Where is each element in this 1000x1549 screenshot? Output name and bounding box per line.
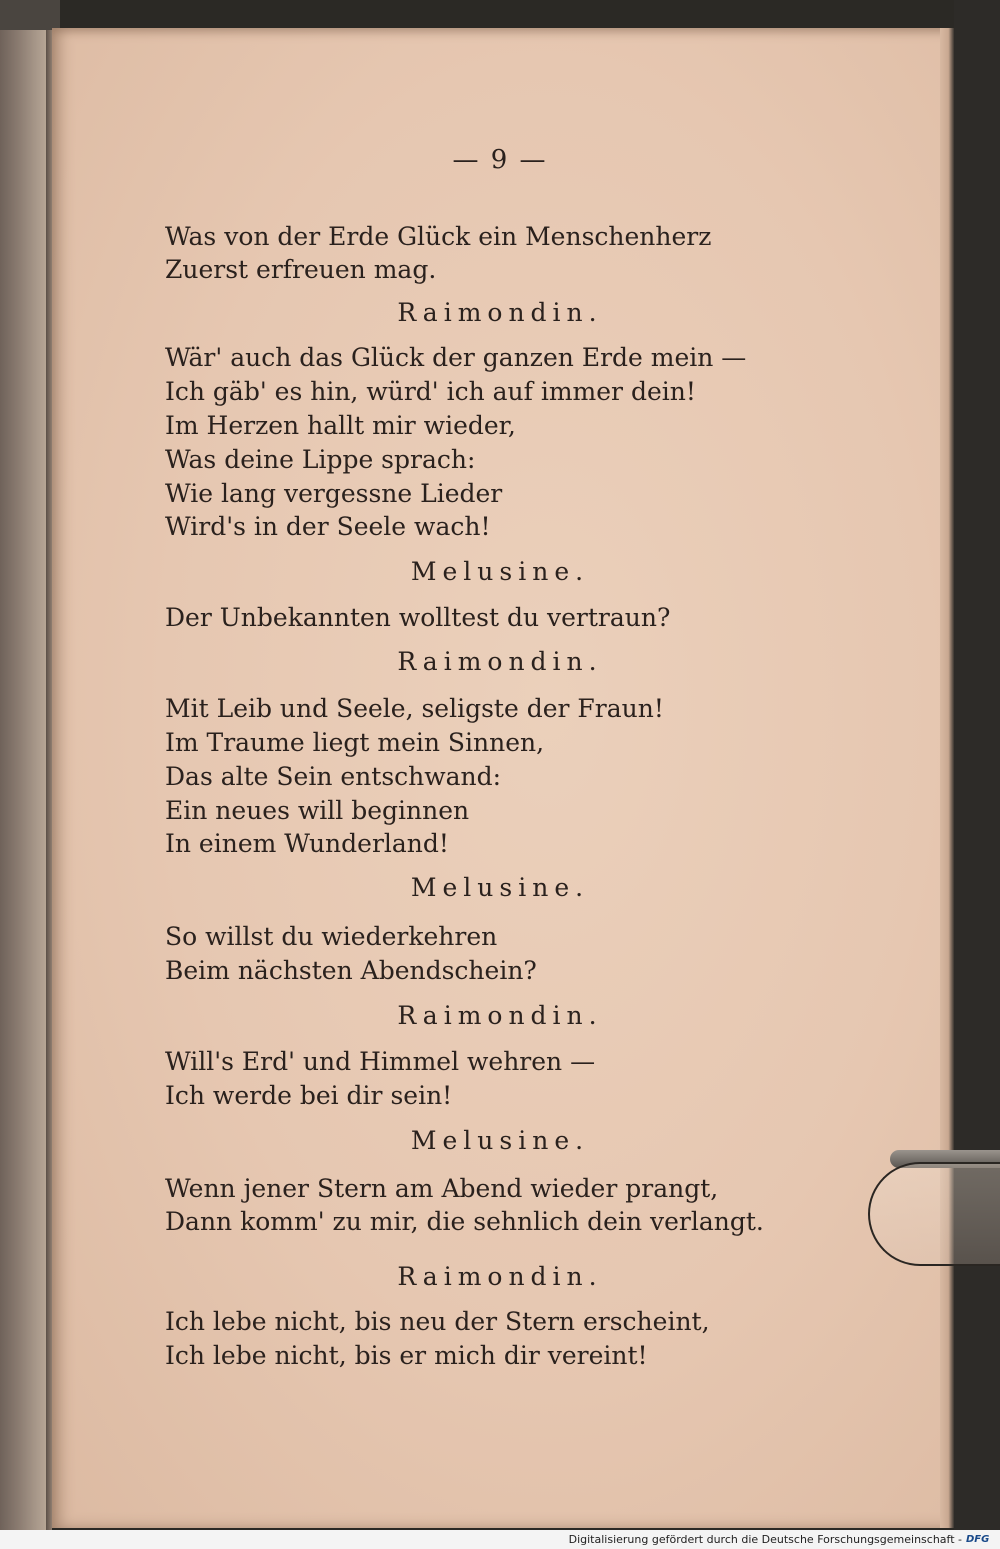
verse-line: Zuerst erfreuen mag. (165, 255, 437, 284)
verse-line: Beim nächsten Abendschein? (165, 956, 537, 985)
verse-line: Was von der Erde Glück ein Menschenherz (165, 222, 712, 251)
verse-line: Ich werde bei dir sein! (165, 1081, 453, 1110)
verse-line: Ein neues will beginnen (165, 796, 470, 825)
speaker-name: Raimondin. (397, 298, 603, 327)
verse-line: In einem Wunderland! (165, 829, 449, 858)
book-cover (0, 0, 52, 1530)
page-edge (940, 28, 954, 1528)
verse-line: Im Traume liegt mein Sinnen, (165, 728, 545, 757)
verse-line: Mit Leib und Seele, seligste der Fraun! (165, 694, 664, 723)
speaker-name: Raimondin. (397, 647, 603, 676)
speaker-name: Melusine. (410, 1126, 590, 1155)
speaker-name: Raimondin. (397, 1262, 603, 1291)
verse-line: Will's Erd' und Himmel wehren — (165, 1047, 596, 1076)
verse-line: Dann komm' zu mir, die sehnlich dein verlangt. (165, 1207, 764, 1236)
verse-line: Der Unbekannten wolltest du vertraun? (165, 603, 671, 632)
scan-background (954, 0, 1000, 1530)
speaker-name: Raimondin. (397, 1001, 603, 1030)
cover-corner (0, 0, 60, 30)
verse-line: Was deine Lippe sprach: (165, 445, 476, 474)
verse-line: Wie lang vergessne Lieder (165, 479, 503, 508)
page-clip (868, 1162, 1000, 1266)
verse-line: Wenn jener Stern am Abend wieder prangt, (165, 1174, 719, 1203)
speaker-name: Melusine. (410, 557, 590, 586)
verse-line: So willst du wiederkehren (165, 922, 498, 951)
digitization-credit: Digitalisierung gefördert durch die Deutsche Forschungsgemeinschaft - (568, 1533, 962, 1546)
speaker-name: Melusine. (410, 873, 590, 902)
verse-line: Im Herzen hallt mir wieder, (165, 411, 516, 440)
verse-line: Wär' auch das Glück der ganzen Erde mein — (165, 343, 747, 372)
verse-line: Ich lebe nicht, bis er mich dir vereint! (165, 1341, 648, 1370)
page-number: — 9 — (452, 145, 548, 175)
verse-line: Ich gäb' es hin, würd' ich auf immer dein! (165, 377, 696, 406)
verse-line: Ich lebe nicht, bis neu der Stern erscheint, (165, 1307, 710, 1336)
verse-line: Das alte Sein entschwand: (165, 762, 502, 791)
verse-line: Wird's in der Seele wach! (165, 512, 491, 541)
dfg-logo: DFG (966, 1534, 990, 1545)
